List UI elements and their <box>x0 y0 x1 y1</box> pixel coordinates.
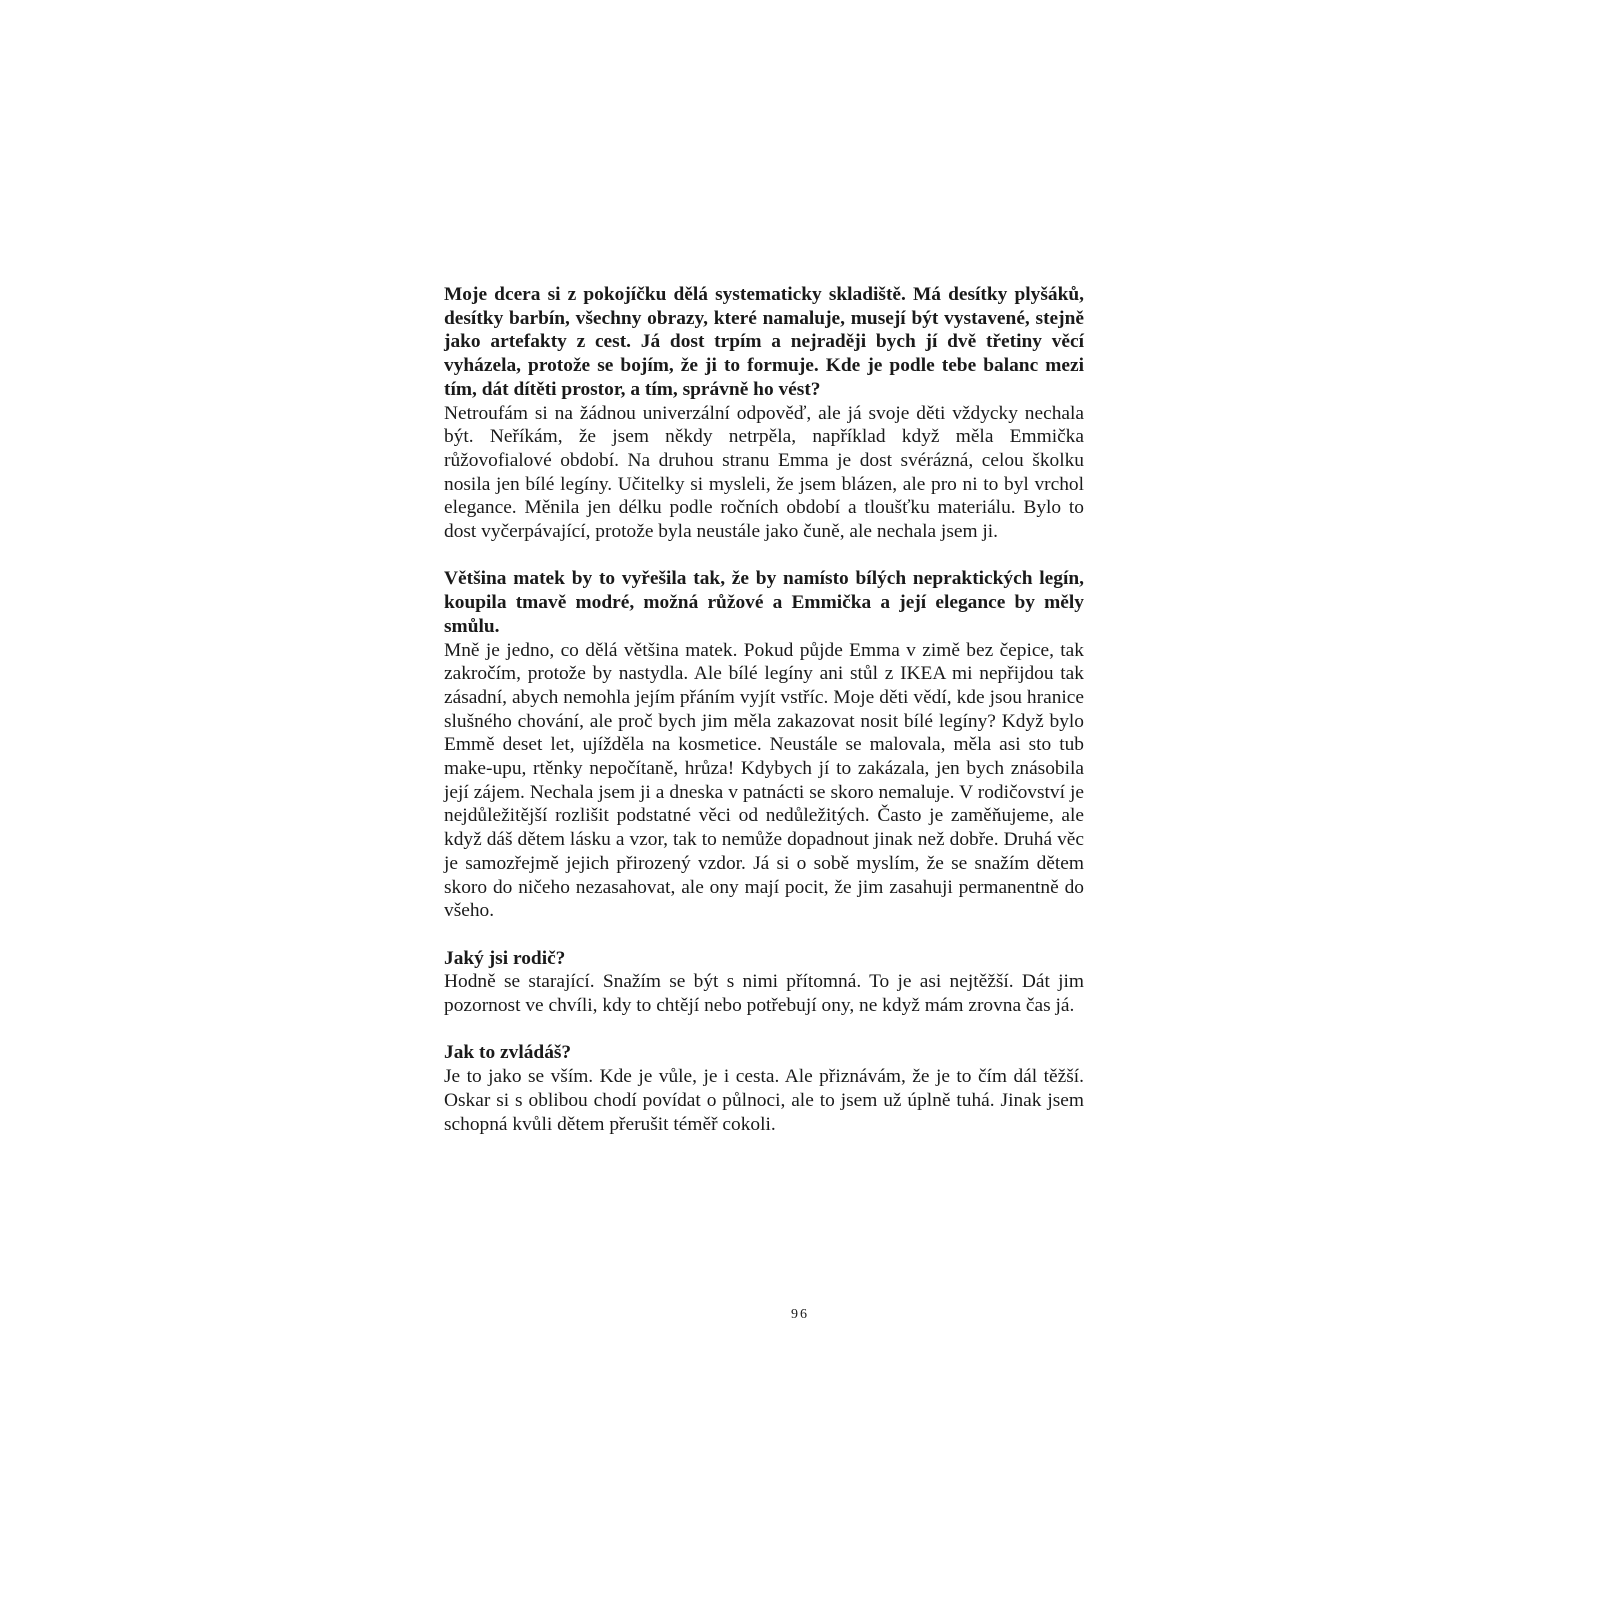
qa-section <box>444 283 1084 544</box>
article-body <box>444 283 1084 1160</box>
qa-section <box>444 947 1084 1018</box>
interview-answer: Mně je jedno, co dělá většina matek. Pokud půjde Emma v zimě bez čepice, tak zakročím, protože by nastydla. Ale bílé legíny ani stůl z IKEA mi nepřijdou tak zásadní, abych nemohla jejím přáním vyjít vstříc. Moje děti vědí, kde jsou hranice slušného chování, ale proč bych jim měla zakazovat nosit bílé legíny? Když bylo Emmě deset let, ujížděla na kosmetice. Neustále se malovala, měla asi sto tub make-upu, rtěnky nepočítaně, hrůza! Kdybych jí to zakázala, jen bych znásobila její zájem. Nechala jsem ji a dneska v patnácti se skoro nemaluje. V rodičovství je nejdůležitější rozlišit podstatné věci od nedůležitých. Často je zaměňujeme, ale když dáš dětem lásku a vzor, tak to nemůže dopadnout jinak než dobře. Druhá věc je samozřejmě jejich přirozený vzdor. Já si o sobě myslím, že se snažím dětem skoro do ničeho nezasahovat, ale ony mají pocit, že jim zasahuji permanentně do všeho. <box>444 639 1084 922</box>
qa-section <box>444 567 1084 923</box>
interview-question: Jak to zvládáš? <box>444 1042 572 1064</box>
interview-answer: Netroufám si na žádnou univerzální odpověď, ale já svoje děti vždycky nechala být. Neříkám, že jsem někdy netrpěla, například když měla Emmička růžovofialové období. Na druhou stranu Emma je dost svérázná, celou školku nosila jen bílé legíny. Učitelky si mysleli, že jsem blázen, ale pro ni to byl vrchol elegance. Měnila jen délku podle ročních období a tloušťku materiálu. Bylo to dost vyčerpávající, protože byla neustále jako čuně, ale nechala jsem ji. <box>444 402 1084 543</box>
interview-question: Moje dcera si z pokojíčku dělá systematicky skladiště. Má desítky plyšáků, desítky barbín, všechny obrazy, které namaluje, musejí být vystavené, stejně jako artefakty z cest. Já dost trpím a nejraději bych jí dvě třetiny věcí vyházela, protože se bojím, že ji to formuje. Kde je podle tebe balanc mezi tím, dát dítěti prostor, a tím, správně ho vést? <box>444 284 1084 400</box>
interview-answer: Hodně se starající. Snažím se být s nimi přítomná. To je asi nejtěžší. Dát jim pozornost ve chvíli, kdy to chtějí nebo potřebují ony, ne když mám zrovna čas já. <box>444 971 1084 1017</box>
interview-answer: Je to jako se vším. Kde je vůle, je i cesta. Ale přiznávám, že je to čím dál těžší. Oskar si s oblibou chodí povídat o půlnoci, ale to jsem už úplně tuhá. Jinak jsem schopná kvůli dětem přerušit téměř cokoli. <box>444 1066 1084 1135</box>
interview-question: Jaký jsi rodič? <box>444 947 566 969</box>
interview-question: Většina matek by to vyřešila tak, že by namísto bílých nepraktických legín, koupila tmavě modré, možná růžové a Emmička a její elegance by měly smůlu. <box>444 568 1084 637</box>
page-number: 96 <box>791 1307 809 1322</box>
qa-section <box>444 1041 1084 1136</box>
